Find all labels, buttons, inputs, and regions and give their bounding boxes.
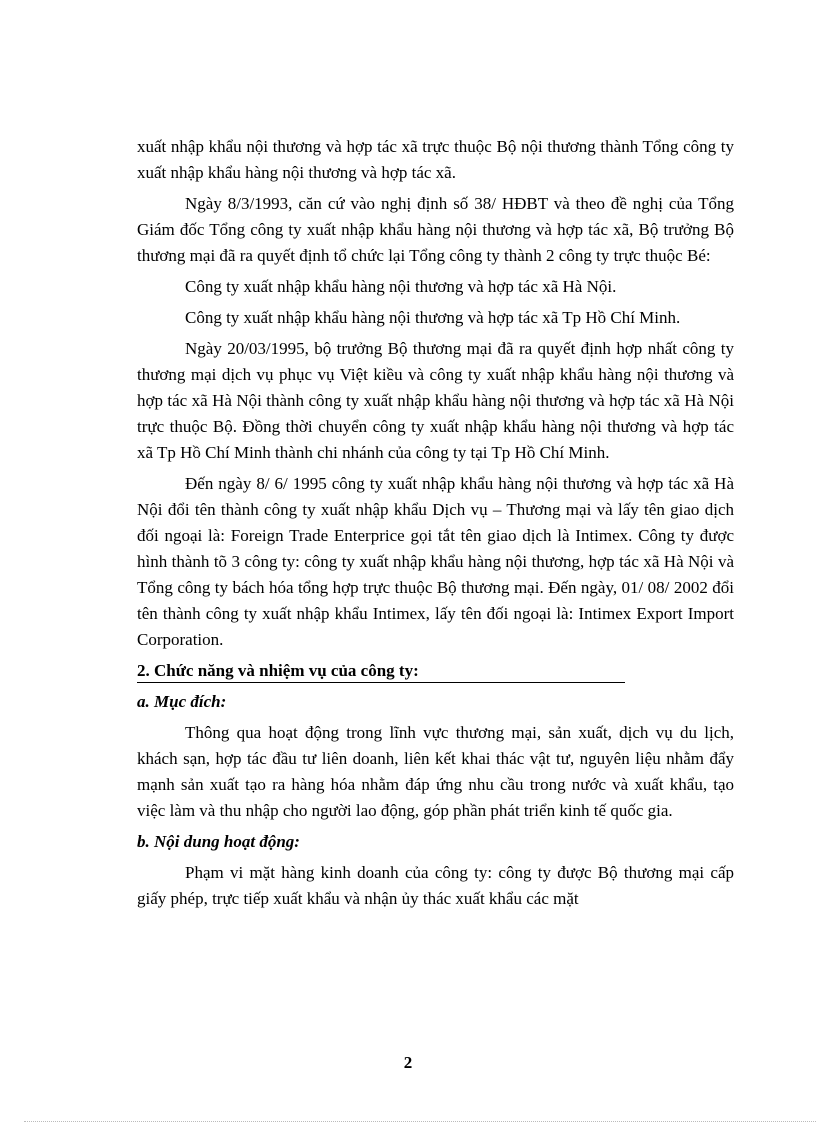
paragraph-1993-decision: Ngày 8/3/1993, căn cứ vào nghị định số 38/ HĐBT và theo đề nghị của Tổng Giám đốc Tổng công ty xuất nhập khẩu hàng nội thương và hợp tác xã, Bộ trưởng Bộ thương mại đã ra quyết định tổ chức lại Tổng công ty thành 2 công ty trực thuộc Bé: [137, 194, 734, 265]
page-number: 2 [403, 1053, 413, 1072]
paragraph-activity: Phạm vi mặt hàng kinh doanh của công ty: công ty được Bộ thương mại cấp giấy phép, trực tiếp xuất khẩu và nhận ủy thác xuất khẩu các mặt [137, 863, 734, 908]
paragraph-1995-merger: Ngày 20/03/1995, bộ trưởng Bộ thương mại đã ra quyết định hợp nhất công ty thương mại dịch vụ phục vụ Việt kiều và công ty xuất nhập khẩu hàng nội thương và hợp tác xã Hà Nội thành công ty xuất nhập khẩu hàng nội thương và hợp tác xã Hà Nội trực thuộc Bộ. Đồng thời chuyển công ty xuất nhập khẩu hàng nội thương và hợp tác xã Tp Hồ Chí Minh thành chi nhánh của công ty tại Tp Hồ Chí Minh. [137, 339, 734, 462]
paragraph-hanoi-company: Công ty xuất nhập khẩu hàng nội thương và hợp tác xã Hà Nội. [185, 277, 617, 296]
page-bottom-divider [24, 1121, 816, 1122]
subsection-purpose-heading: a. Mục đích: [137, 692, 227, 711]
paragraph-continuation: xuất nhập khẩu nội thương và hợp tác xã trực thuộc Bộ nội thương thành Tổng công ty xuất nhập khẩu hàng nội thương và hợp tác xã. [137, 137, 734, 182]
document-body [137, 134, 734, 917]
paragraph-intimex-naming: Đến ngày 8/ 6/ 1995 công ty xuất nhập khẩu hàng nội thương và hợp tác xã Hà Nội đổi tên thành công ty xuất nhập khẩu Dịch vụ – Thương mại và lấy tên giao dịch đối ngoại là: Foreign Trade Enterprice gọi tắt tên giao dịch là Intimex. Công ty được hình thành tõ 3 công ty: công ty xuất nhập khẩu hàng nội thương, hợp tác xã Hà Nội và Tổng công ty bách hóa tổng hợp trực thuộc Bộ thương mại. Đến ngày, 01/ 08/ 2002 đổi tên thành công ty xuất nhập khẩu Intimex, lấy tên đối ngoại là: Intimex Export Import Corporation. [137, 474, 734, 649]
subsection-activity-heading: b. Nội dung hoạt động: [137, 832, 300, 851]
paragraph-purpose: Thông qua hoạt động trong lĩnh vực thương mại, sản xuất, dịch vụ du lịch, khách sạn, hợp tác đầu tư liên doanh, liên kết khai thác vật tư, nguyên liệu nhằm đẩy mạnh sản xuất tạo ra hàng hóa nhằm đáp ứng nhu cầu trong nước và xuất khẩu, tạo việc làm và thu nhập cho người lao động, góp phần phát triển kinh tế quốc gia. [137, 723, 734, 820]
section-heading-wrapper [137, 658, 734, 689]
section-heading: 2. Chức năng và nhiệm vụ của công ty: [137, 660, 625, 683]
paragraph-hcm-company: Công ty xuất nhập khẩu hàng nội thương và hợp tác xã Tp Hồ Chí Minh. [185, 308, 681, 327]
